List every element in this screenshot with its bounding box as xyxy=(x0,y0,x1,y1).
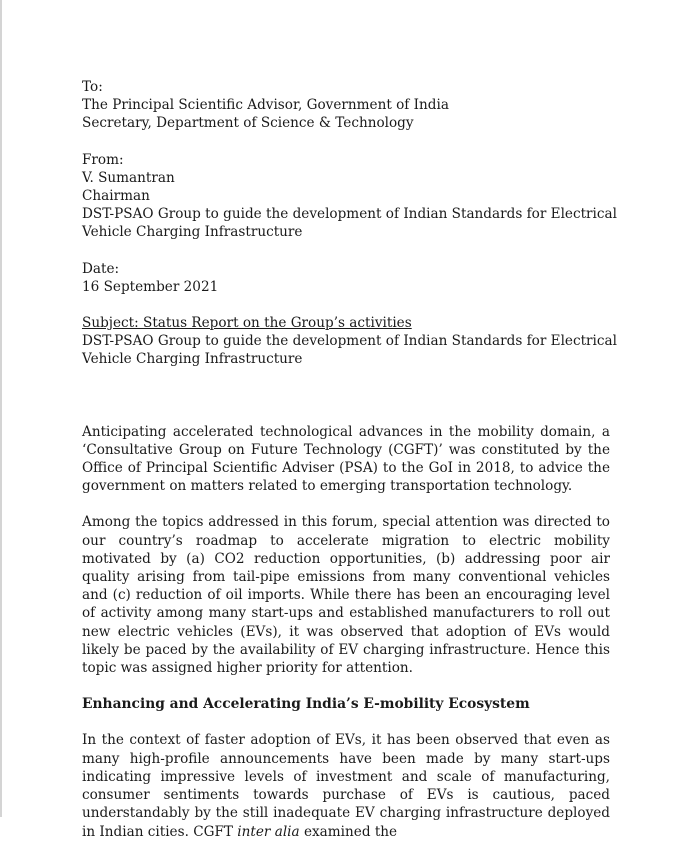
to-recipient-line-1: The Principal Scientific Advisor, Government of India xyxy=(82,97,449,114)
date-value: 16 September 2021 xyxy=(82,278,219,295)
to-label: To: xyxy=(82,79,103,95)
letter-body xyxy=(82,78,617,841)
paragraph-1: Anticipating accelerated technological advances in the mobility domain, a ‘Consultative Group on Future Technology (CGFT)’ was constituted by the Office of Principal Scientific Adviser (PSA) to the GoI in 2018, to advice the government on matters related to emerging transportation technology. xyxy=(82,423,610,495)
date-label: Date: xyxy=(82,260,120,277)
sender-group-line-2: Vehicle Charging Infrastructure xyxy=(82,224,303,241)
from-label: From: xyxy=(82,151,124,168)
section-paragraph-text-2: examined the xyxy=(299,823,398,840)
date-block xyxy=(82,260,610,296)
sender-title: Chairman xyxy=(82,188,150,205)
to-recipient-line-2: Secretary, Department of Science & Technology xyxy=(82,115,414,132)
from-block xyxy=(82,151,617,242)
section-heading: Enhancing and Accelerating India’s E-mobility Ecosystem xyxy=(82,696,530,713)
subject-block xyxy=(82,314,617,369)
section-paragraph xyxy=(82,731,610,840)
paragraph-2: Among the topics addressed in this forum, special attention was directed to our country’s roadmap to accelerate migration to electric mobility motivated by (a) CO2 reduction opportunities, (b) addressing poor air quality arising from tail-pipe emissions from many conventional vehicles and (c) reduction of oil imports. While there has been an encouraging level of activity among many start-ups and established manufacturers to roll out new electric vehicles (EVs), it was observed that adoption of EVs would likely be paced by the availability of EV charging infrastructure. Hence this topic was assigned higher priority for attention. xyxy=(82,514,610,677)
subject-label: Subject: Status Report on the Group’s activities xyxy=(82,315,412,332)
subject-line-1: DST-PSAO Group to guide the development of Indian Standards for Electrical xyxy=(82,333,617,350)
sender-name: V. Sumantran xyxy=(82,169,175,186)
to-block xyxy=(82,78,610,133)
section-paragraph-italic: inter alia xyxy=(237,823,300,840)
sender-group-line-1: DST-PSAO Group to guide the development of Indian Standards for Electrical xyxy=(82,206,617,223)
section-paragraph-text-1: In the context of faster adoption of EVs, it has been observed that even as many high-profile announcements have been made by many start-ups indicating impressive levels of investment and scale of manufacturing, consumer sentiments towards purchase of EVs is cautious, paced understandably by the still inadequate EV charging infrastructure deployed in Indian cities. CGFT xyxy=(82,732,610,840)
subject-line-2: Vehicle Charging Infrastructure xyxy=(82,351,303,368)
